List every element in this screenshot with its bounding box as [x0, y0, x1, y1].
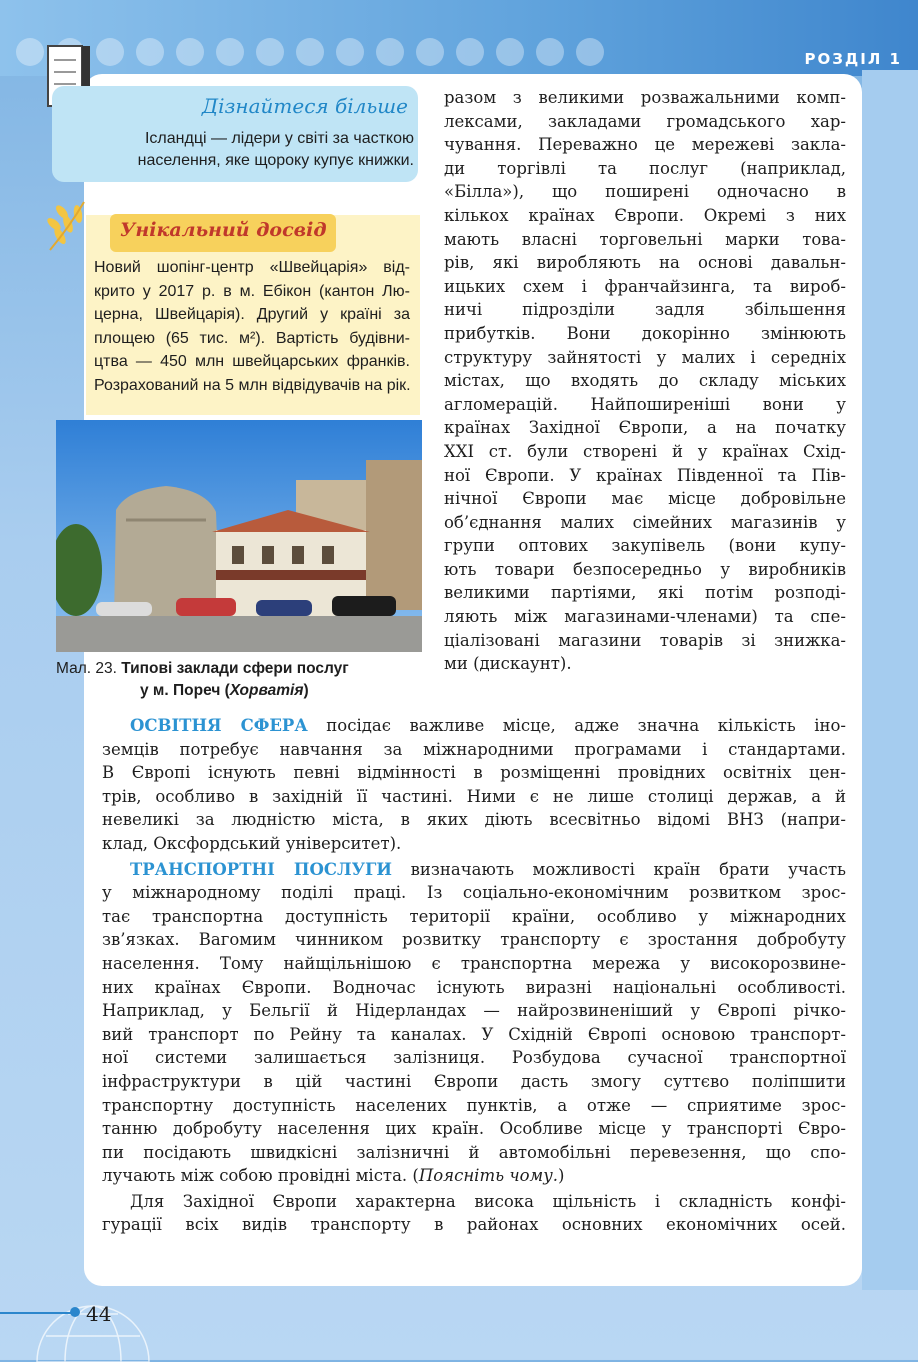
caption-title: Типові заклади сфери послуг	[121, 660, 349, 677]
learn-more-box	[52, 86, 418, 182]
education-first-line	[102, 714, 846, 738]
text-line: транспортну доступність населених пунктів, а отже — сприятиме зрос-	[102, 1095, 846, 1115]
banner-dots-decoration	[0, 32, 640, 72]
wheat-icon	[40, 196, 118, 252]
transport-last-start: лучають між собою провідні міста. (	[102, 1166, 419, 1186]
transport-first-line	[102, 858, 846, 882]
text-line: ничі підрозділи задля збільшення	[444, 300, 846, 320]
caption-country: Хорватія	[229, 682, 304, 699]
transport-term: ТРАНСПОРТНІ ПОСЛУГИ	[130, 859, 392, 879]
transport-last-line	[102, 1164, 846, 1188]
right-column-text	[444, 86, 846, 676]
caption-line-2	[56, 680, 426, 702]
text-line: ди торгівлі та послуг (наприклад,	[444, 158, 846, 178]
text-line: клад, Оксфордський університет).	[102, 833, 402, 853]
text-line: у міжнародному поділі праці. Із соціально-економічним розвитком зрос-	[102, 883, 846, 903]
text-line: інфраструктури в цій частині Європи дасть змогу суттєво поліпшити	[102, 1071, 846, 1091]
text-line: об’єднання малих сімейних магазинів у	[444, 512, 846, 532]
text-line: разом з великими розважальними комп-	[444, 88, 846, 107]
text-line: Для Західної Європи характерна висока щільність і складність конфі-	[130, 1191, 846, 1211]
caption-end: )	[303, 682, 309, 699]
text-line: містах, що входять до складу міських	[444, 371, 846, 391]
text-line: XXI ст. були створені й у країнах Схід-	[444, 441, 846, 461]
page-number: 44	[86, 1302, 112, 1326]
text-line: ної системи залишається залізниця. Розбудова сучасної транспортної	[102, 1048, 846, 1068]
text-line: гурації всіх видів транспорту в районах основних економічних осей.	[102, 1215, 846, 1235]
text-line: країнах Західної Європи, а на початку	[444, 418, 846, 438]
figure-caption	[56, 658, 426, 702]
text-line: пи посідають швидкісні залізничні й автомобільні перевезення, що спо-	[102, 1142, 846, 1162]
transport-paragraph	[102, 858, 846, 1188]
text-line: кількох країнах Європи. Окремі з них	[444, 205, 846, 225]
town-photo	[56, 420, 422, 652]
text-line: трів, особливо в західній її частині. Ними є не лише столиці держав, а й	[102, 786, 846, 806]
text-line: прибутків. Вони докорінно змінюють	[444, 323, 846, 343]
text-line: В Європі існують певні відмінності в розміщенні провідних освітніх цен-	[102, 763, 846, 783]
text-line: «Білла»), що поширені одночасно в	[444, 182, 846, 202]
text-line: зв’язках. Вагомим чинником розвитку транспорту є зростання добробуту	[102, 930, 846, 950]
caption-prefix: Мал. 23.	[56, 660, 117, 677]
education-first-rest: посідає важливе місце, адже значна кількість іно-	[307, 716, 847, 735]
footer-line	[0, 1312, 76, 1314]
caption-place: у м. Пореч (	[140, 682, 230, 699]
unique-line: Розрахований на 5 млн відвідувачів на рік.	[94, 376, 411, 394]
western-paragraph	[102, 1190, 846, 1237]
section-label: РОЗДІЛ 1	[804, 50, 902, 68]
text-line: лексами, закладами громадського хар-	[444, 111, 846, 131]
text-line: тає транспортна доступність території країни, особливо у міжнародних	[102, 906, 846, 926]
text-line: чування. Переважно це мережеві закла-	[444, 135, 846, 155]
text-line: рів, які виробляють на основі давальн-	[444, 253, 846, 273]
transport-first-rest: визначають можливості країн брати участь	[391, 859, 846, 879]
learn-more-text	[80, 128, 414, 172]
unique-line: церна, Швейцарія). Другий у країні за	[94, 306, 410, 323]
text-line: Наприклад, у Бельгії й Нідерландах — найрозвиненіший у Європі річко-	[102, 1001, 846, 1021]
text-line: агломерацій. Найпоширеніші вони у	[444, 394, 846, 414]
learn-more-line: населення, яке щороку купує книжки.	[137, 152, 414, 169]
text-line: ціалізовані магазини товарів зі знижка-	[444, 630, 846, 650]
page-edge-decoration	[862, 70, 918, 1290]
text-line: невеликі за людністю міста, в яких діють всесвітньо відомі ВНЗ (напри-	[102, 810, 846, 830]
text-line: ицьких схем і франчайзинга, та вироб-	[444, 276, 846, 296]
unique-line: цтва — 450 млн швейцарських франків.	[94, 353, 410, 370]
unique-experience-text	[94, 256, 410, 397]
text-line: них країнах Європи. Водночас існують виразні національні особливості.	[102, 977, 846, 997]
text-line: структуру зайнятості у малих і середніх	[444, 347, 846, 367]
explain-why: Поясніть чому.	[418, 1166, 559, 1186]
learn-more-title: Дізнайтеся більше	[201, 94, 408, 118]
unique-line: площею (65 тис. м²). Вартість будівни-	[94, 329, 410, 347]
footer-dot	[70, 1307, 80, 1317]
main-text	[102, 714, 846, 1239]
text-line: ми (дискаунт).	[444, 654, 572, 674]
top-banner	[0, 0, 918, 76]
text-line: земців потребує навчання за міжнародними програмами і стандартами.	[102, 739, 846, 759]
text-line: нічної Європи має місце добровільне	[444, 489, 846, 509]
learn-more-line: Ісландці — лідери у світі за часткою	[144, 130, 414, 147]
text-line: населення. Тому найщільнішою є транспортна мережа у високорозвине-	[102, 953, 846, 973]
unique-line: Новий шопінг-центр «Швейцарія» від-	[94, 259, 410, 276]
unique-line: крито у 2017 р. в м. Ебікон (кантон Лю-	[94, 282, 410, 300]
text-line: танню добробуту населення цих країн. Особливе місце у транспорті Євро-	[102, 1119, 846, 1139]
transport-last-end: )	[558, 1166, 565, 1186]
text-line: великими партіями, які потім розподі-	[444, 583, 846, 603]
education-term: ОСВІТНЯ СФЕРА	[130, 716, 308, 735]
education-paragraph	[102, 714, 846, 856]
text-line: ної Європи. У країнах Південної та Пів-	[444, 465, 846, 485]
text-line: вий транспорт по Рейну та каналах. У Східній Європі основою транспорт-	[102, 1024, 846, 1044]
text-line: ють товари безпосередньо у виробників	[444, 559, 846, 579]
text-line: групи оптових закупівель (вони купу-	[444, 536, 846, 556]
text-line: ляють між магазинами-членами) та спе-	[444, 607, 846, 627]
unique-experience-title: Унікальний досвід	[120, 219, 327, 241]
text-line: мають власні торговельні марки това-	[444, 229, 846, 249]
